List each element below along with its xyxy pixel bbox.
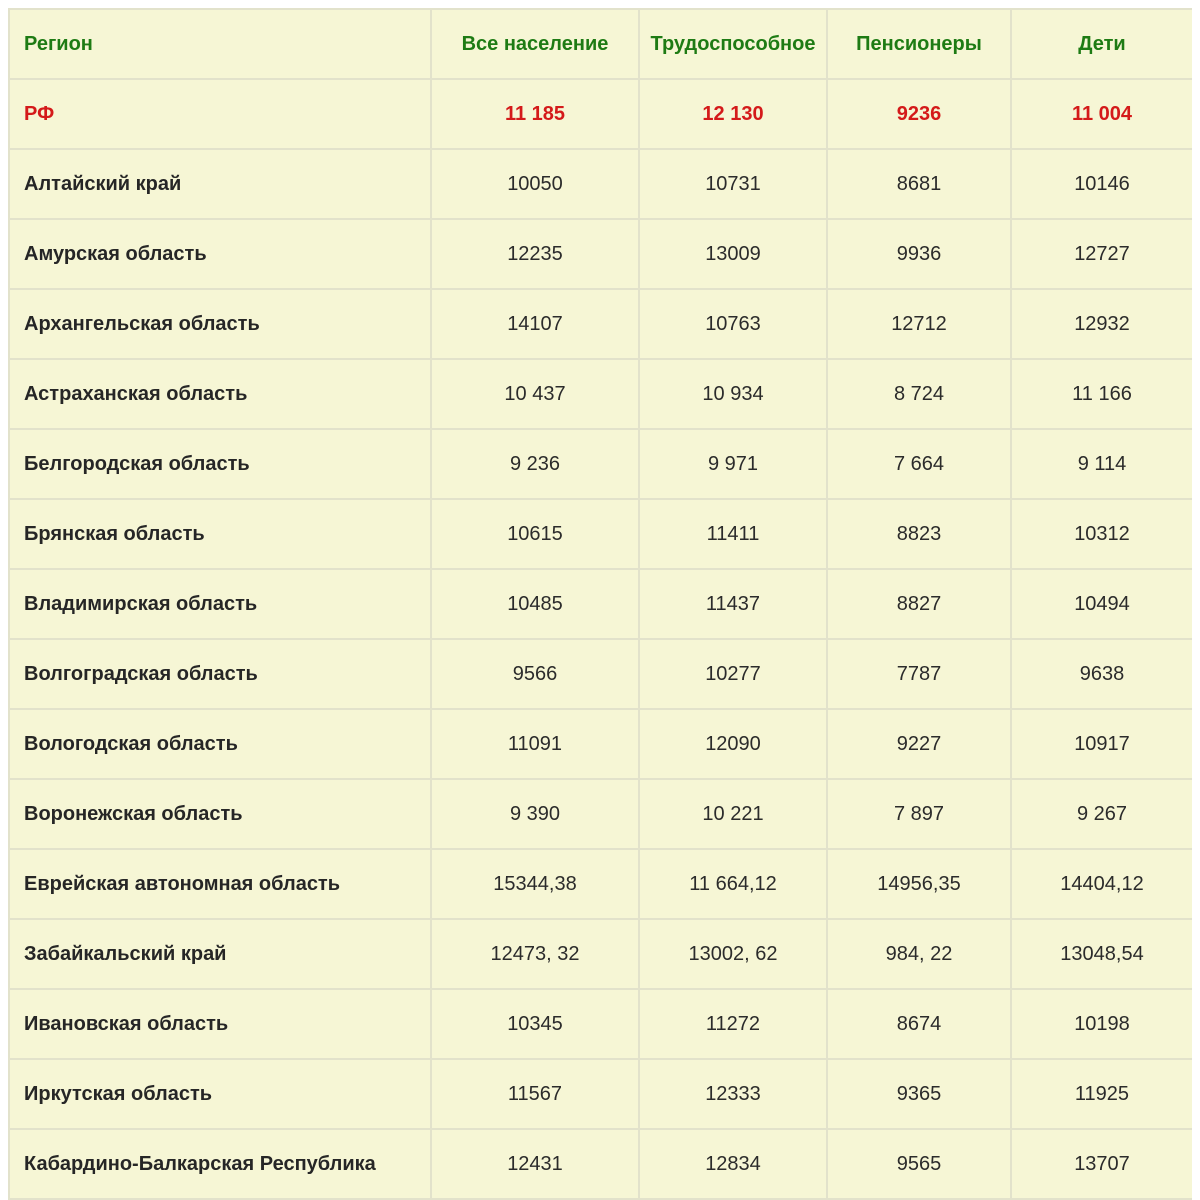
cell-working-age: 11272: [639, 989, 827, 1059]
cell-region: Владимирская область: [9, 569, 431, 639]
cell-pensioners: 7 897: [827, 779, 1011, 849]
cell-pensioners: 8674: [827, 989, 1011, 1059]
table-row: [9, 569, 1192, 639]
cell-pensioners: 9565: [827, 1129, 1011, 1199]
table-row: [9, 639, 1192, 709]
cell-children: 12932: [1011, 289, 1192, 359]
cell-working-age: 11437: [639, 569, 827, 639]
table-row: [9, 919, 1192, 989]
cell-pensioners: 14956,35: [827, 849, 1011, 919]
cell-all-population: 12473, 32: [431, 919, 639, 989]
total-row: [9, 79, 1192, 149]
table-row: [9, 499, 1192, 569]
cell-children: 11 166: [1011, 359, 1192, 429]
cell-working-age: 10277: [639, 639, 827, 709]
cell-children: 11925: [1011, 1059, 1192, 1129]
cell-region: Алтайский край: [9, 149, 431, 219]
cell-region: Астраханская область: [9, 359, 431, 429]
table-row: [9, 149, 1192, 219]
total-working-age: 12 130: [639, 79, 827, 149]
cell-all-population: 10615: [431, 499, 639, 569]
cell-working-age: 10763: [639, 289, 827, 359]
cell-region: Волгоградская область: [9, 639, 431, 709]
table-row: [9, 289, 1192, 359]
table-row: [9, 1059, 1192, 1129]
table-row: [9, 849, 1192, 919]
cell-all-population: 9 236: [431, 429, 639, 499]
cell-children: 12727: [1011, 219, 1192, 289]
cell-children: 13707: [1011, 1129, 1192, 1199]
cell-all-population: 12235: [431, 219, 639, 289]
cell-pensioners: 984, 22: [827, 919, 1011, 989]
table-row: [9, 359, 1192, 429]
cell-working-age: 10 934: [639, 359, 827, 429]
cell-all-population: 12431: [431, 1129, 639, 1199]
table-row: [9, 779, 1192, 849]
table-container: [8, 8, 1192, 1200]
cell-working-age: 10 221: [639, 779, 827, 849]
cell-all-population: 11091: [431, 709, 639, 779]
header-children: Дети: [1011, 9, 1192, 79]
cell-pensioners: 7 664: [827, 429, 1011, 499]
cell-all-population: 9 390: [431, 779, 639, 849]
cell-region: Забайкальский край: [9, 919, 431, 989]
cell-children: 10494: [1011, 569, 1192, 639]
cell-working-age: 13009: [639, 219, 827, 289]
cell-region: Иркутская область: [9, 1059, 431, 1129]
table-row: [9, 709, 1192, 779]
cell-working-age: 12834: [639, 1129, 827, 1199]
cell-pensioners: 8 724: [827, 359, 1011, 429]
cell-working-age: 10731: [639, 149, 827, 219]
subsistence-minimum-table: [8, 8, 1192, 1200]
cell-pensioners: 7787: [827, 639, 1011, 709]
header-pensioners: Пенсионеры: [827, 9, 1011, 79]
table-row: [9, 989, 1192, 1059]
header-working-age: Трудоспособное: [639, 9, 827, 79]
cell-working-age: 12090: [639, 709, 827, 779]
cell-pensioners: 9936: [827, 219, 1011, 289]
cell-children: 14404,12: [1011, 849, 1192, 919]
cell-working-age: 13002, 62: [639, 919, 827, 989]
cell-all-population: 10050: [431, 149, 639, 219]
cell-region: Ивановская область: [9, 989, 431, 1059]
cell-pensioners: 9365: [827, 1059, 1011, 1129]
cell-working-age: 12333: [639, 1059, 827, 1129]
header-row: [9, 9, 1192, 79]
cell-pensioners: 9227: [827, 709, 1011, 779]
cell-all-population: 14107: [431, 289, 639, 359]
cell-all-population: 9566: [431, 639, 639, 709]
cell-pensioners: 12712: [827, 289, 1011, 359]
cell-all-population: 10 437: [431, 359, 639, 429]
cell-region: Воронежская область: [9, 779, 431, 849]
cell-all-population: 10345: [431, 989, 639, 1059]
cell-children: 13048,54: [1011, 919, 1192, 989]
cell-all-population: 15344,38: [431, 849, 639, 919]
cell-children: 10146: [1011, 149, 1192, 219]
cell-working-age: 9 971: [639, 429, 827, 499]
cell-region: Брянская область: [9, 499, 431, 569]
total-region: РФ: [9, 79, 431, 149]
cell-region: Кабардино-Балкарская Республика: [9, 1129, 431, 1199]
table-row: [9, 429, 1192, 499]
cell-all-population: 10485: [431, 569, 639, 639]
cell-region: Еврейская автономная область: [9, 849, 431, 919]
cell-children: 10917: [1011, 709, 1192, 779]
total-pensioners: 9236: [827, 79, 1011, 149]
cell-children: 9 114: [1011, 429, 1192, 499]
cell-pensioners: 8681: [827, 149, 1011, 219]
table-row: [9, 219, 1192, 289]
cell-region: Амурская область: [9, 219, 431, 289]
header-all-population: Все население: [431, 9, 639, 79]
total-children: 11 004: [1011, 79, 1192, 149]
cell-children: 9 267: [1011, 779, 1192, 849]
cell-children: 9638: [1011, 639, 1192, 709]
cell-pensioners: 8827: [827, 569, 1011, 639]
cell-all-population: 11567: [431, 1059, 639, 1129]
cell-region: Вологодская область: [9, 709, 431, 779]
cell-working-age: 11411: [639, 499, 827, 569]
table-row: [9, 1129, 1192, 1199]
cell-children: 10198: [1011, 989, 1192, 1059]
cell-region: Архангельская область: [9, 289, 431, 359]
cell-region: Белгородская область: [9, 429, 431, 499]
cell-children: 10312: [1011, 499, 1192, 569]
cell-pensioners: 8823: [827, 499, 1011, 569]
header-region: Регион: [9, 9, 431, 79]
total-all-population: 11 185: [431, 79, 639, 149]
cell-working-age: 11 664,12: [639, 849, 827, 919]
